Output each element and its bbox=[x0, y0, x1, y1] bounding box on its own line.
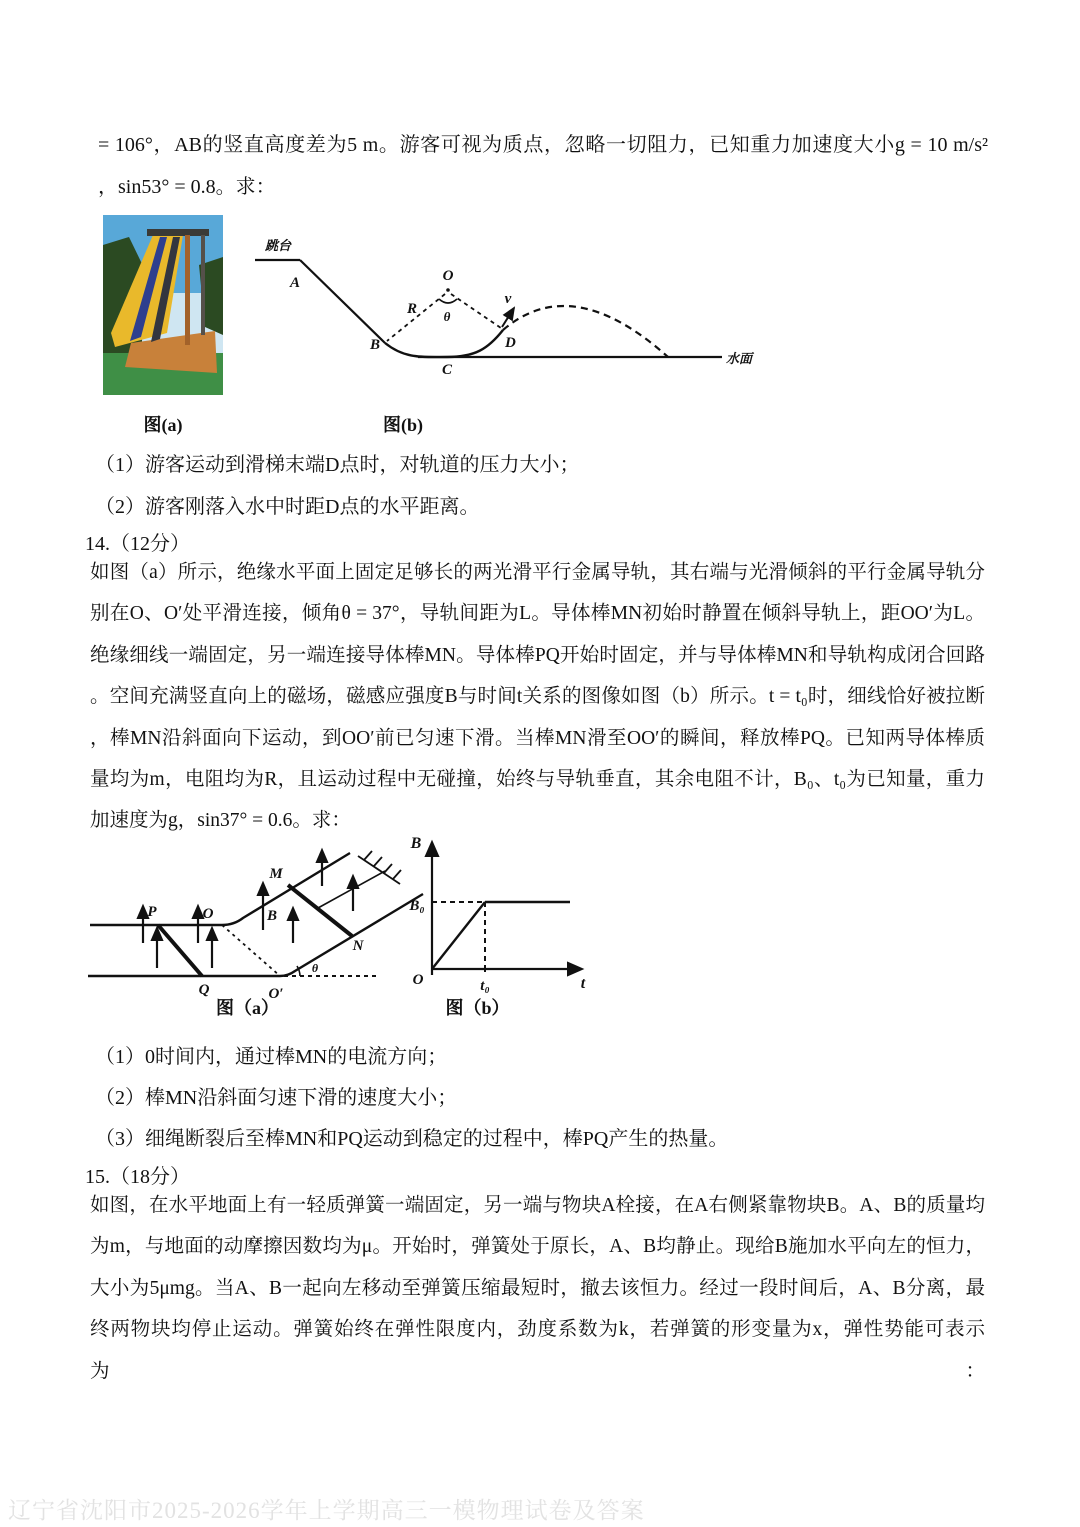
tether-line bbox=[318, 871, 385, 908]
q15-line: 终两物块均停止运动。弹簧始终在弹性限度内，劲度系数为k，若弹簧的形变量为x，弹性势能可表示为： bbox=[90, 1319, 985, 1382]
angle-theta: θ bbox=[443, 309, 451, 324]
angle-arc bbox=[439, 299, 457, 303]
q14-item-1: （1）0时间内，通过棒MN的电流方向； bbox=[95, 1046, 448, 1068]
intro-line-1: = 106°，AB的竖直高度差为5 m。游客可视为质点，忽略一切阻力，已知重力加速度大小g = 10 m/s² bbox=[98, 134, 988, 156]
q14-line: 量均为m，电阻均为R，且运动过程中无碰撞，始终与导轨垂直，其余电阻不计，B₀、t₀为已知量，重力 bbox=[90, 768, 985, 790]
platform-label: 跳台 bbox=[264, 238, 292, 253]
radius-OD bbox=[451, 294, 501, 328]
bar-PQ bbox=[158, 925, 202, 976]
photo-frame-top bbox=[147, 229, 209, 236]
oo-dashed bbox=[222, 925, 280, 976]
slope-line bbox=[300, 260, 385, 343]
axis-B: B bbox=[410, 835, 422, 852]
intro-line-2: ，sin53° = 0.8。求： bbox=[98, 176, 276, 198]
fig13-diagram-label: 图(b) bbox=[383, 415, 423, 435]
water-slide-photo bbox=[103, 215, 223, 395]
label-N: N bbox=[352, 938, 364, 954]
center-dot bbox=[446, 288, 450, 292]
graph-origin: O bbox=[412, 972, 424, 988]
q14-number: 14.（12分） bbox=[85, 533, 190, 555]
q13-item-2: （2）游客刚落入水中时距D点的水平距离。 bbox=[95, 496, 480, 518]
q15-line: 大小为5μmg。当A、B一起向左移动至弹簧压缩最短时，撤去该恒力。经过一段时间后，A、B分离，最 bbox=[90, 1277, 985, 1299]
label-O-prime: O′ bbox=[268, 986, 284, 1002]
q14-item-2: （2）棒MN沿斜面匀速下滑的速度大小； bbox=[95, 1087, 458, 1109]
bar-MN bbox=[288, 885, 352, 936]
fig14-graph-label: 图（b） bbox=[445, 998, 510, 1018]
fig14-circuit-label: 图（a） bbox=[216, 998, 279, 1018]
label-v: v bbox=[504, 291, 512, 307]
label-R: R bbox=[406, 301, 418, 317]
rail-circuit-diagram bbox=[88, 832, 433, 1012]
theta-label: θ bbox=[311, 961, 319, 975]
fig13-photo-label: 图(a) bbox=[143, 415, 183, 435]
ramp-line bbox=[432, 902, 485, 969]
label-B0: B₀ bbox=[409, 898, 425, 914]
q15-number: 15.（18分） bbox=[85, 1166, 190, 1188]
q14-item-3: （3）细绳断裂后至棒MN和PQ运动到稳定的过程中，棒PQ产生的热量。 bbox=[95, 1128, 729, 1150]
point-C: C bbox=[441, 362, 453, 378]
arc-track bbox=[385, 330, 503, 357]
label-B-field: B bbox=[266, 908, 278, 924]
q14-line: 如图（a）所示，绝缘水平面上固定足够长的两光滑平行金属导轨，其右端与光滑倾斜的平行金属导轨分 bbox=[90, 562, 985, 583]
q13-item-1: （1）游客运动到滑梯末端D点时，对轨道的压力大小； bbox=[95, 454, 580, 476]
label-P: P bbox=[147, 904, 157, 920]
upper-rail bbox=[90, 853, 350, 925]
label-M: M bbox=[269, 866, 283, 882]
point-D: D bbox=[505, 335, 516, 351]
slide-diagram bbox=[250, 233, 780, 381]
velocity-arrow bbox=[502, 308, 514, 327]
q14-line: 。空间充满竖直向上的磁场，磁感应强度B与时间t关系的图像如图（b）所示。t = t₀时，细线恰好被拉断 bbox=[90, 686, 985, 708]
label-Q: Q bbox=[198, 982, 210, 998]
q14-line: 加速度为g，sin37° = 0.6。求： bbox=[90, 810, 351, 832]
footer-watermark: 辽宁省沈阳市2025-2026学年上学期高三一模物理试卷及答案 bbox=[8, 1498, 645, 1523]
q14-line: ，棒MN沿斜面向下运动，到OO′前已匀速下滑。当棒MN滑至OO′的瞬间，释放棒PQ。已知两导体棒质 bbox=[90, 727, 985, 749]
label-t0: t₀ bbox=[480, 978, 490, 994]
q15-paragraph bbox=[90, 1185, 985, 1382]
water-label: 水面 bbox=[726, 351, 753, 366]
point-O: O bbox=[442, 268, 454, 284]
q15-line: 为m，与地面的动摩擦因数均为μ。开始时，弹簧处于原长，A、B均静止。现给B施加水平向左的恒力， bbox=[90, 1236, 985, 1258]
q14-line: 别在O、O′处平滑连接，倾角θ = 37°，导轨间距为L。导体棒MN初始时静置在倾斜导轨上，距OO′为L。 bbox=[90, 603, 985, 625]
fixed-anchor bbox=[358, 851, 401, 884]
q14-paragraph bbox=[90, 552, 985, 842]
photo-frame-post2 bbox=[201, 235, 205, 335]
point-B: B bbox=[369, 337, 380, 353]
label-O: O bbox=[202, 906, 214, 922]
bt-graph bbox=[402, 832, 592, 1000]
lower-rail bbox=[88, 894, 423, 976]
trajectory-dashed bbox=[503, 306, 668, 357]
q14-line: 绝缘细线一端固定，另一端连接导体棒MN。导体棒PQ开始时固定，并与导体棒MN和导轨构成闭合回路 bbox=[90, 644, 985, 666]
axis-t: t bbox=[580, 975, 586, 992]
photo-frame-post bbox=[185, 235, 190, 345]
q15-line: 如图，在水平地面上有一轻质弹簧一端固定，另一端与物块A栓接，在A右侧紧靠物块B。A、B的质量均 bbox=[90, 1195, 985, 1216]
point-A: A bbox=[289, 275, 301, 291]
